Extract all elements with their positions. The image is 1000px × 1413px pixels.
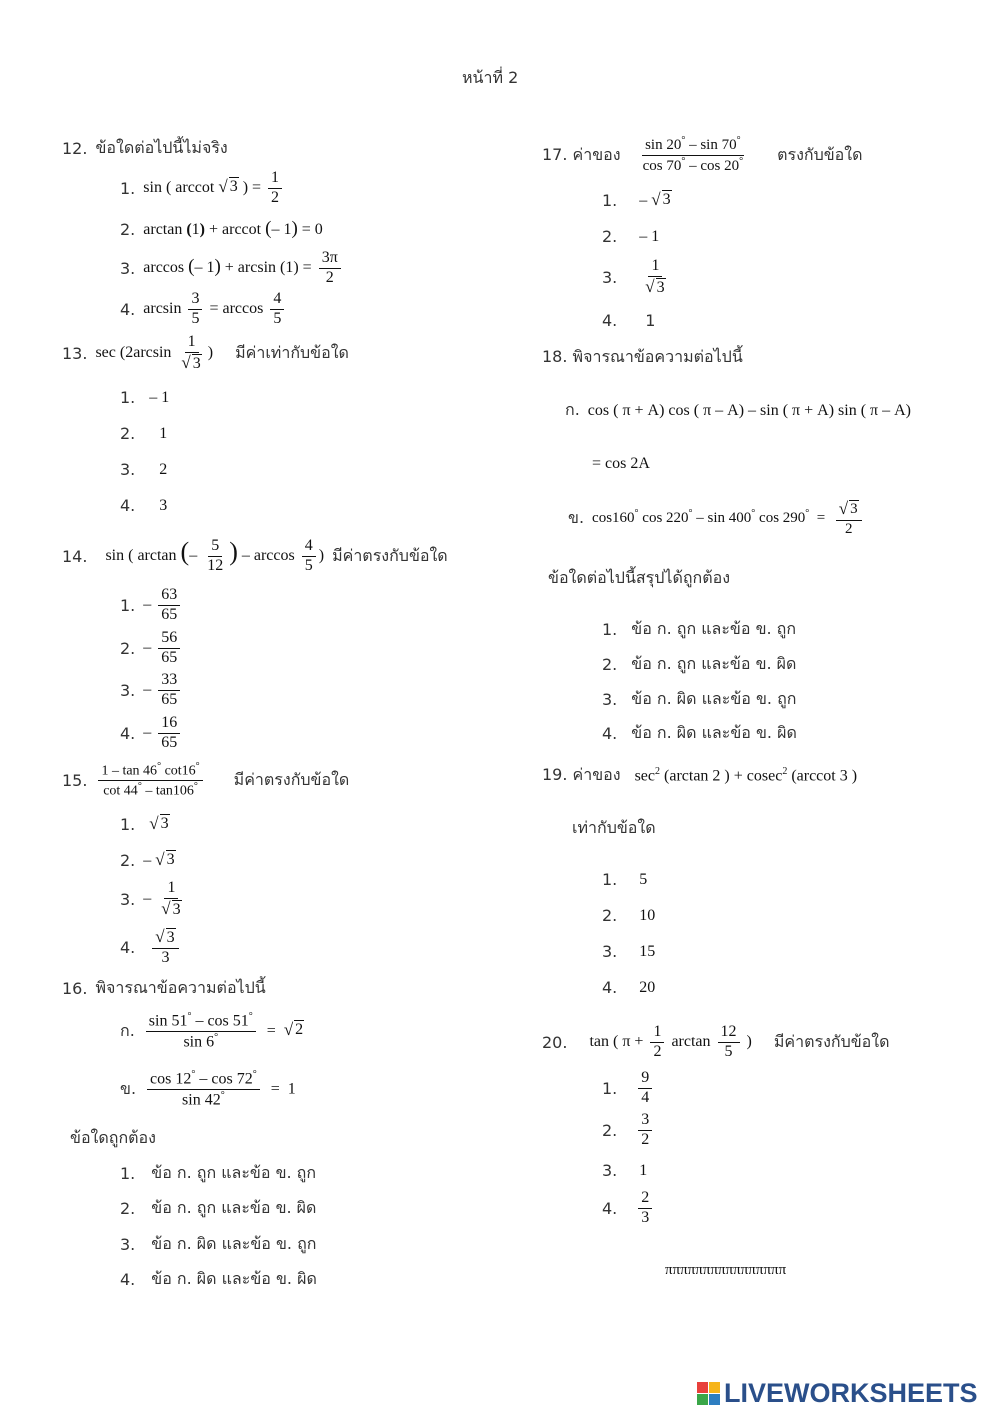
q12-option-1 — [120, 170, 285, 207]
statement-expression: $\frac{\cos 12^\circ - \cos 72^\circ}{\sin 42^\circ}$ = 1 — [144, 1070, 296, 1109]
option-number: 1. — [120, 178, 136, 198]
question-text: พิจารณาข้อความต่อไปนี้ — [95, 978, 266, 997]
q16-statement-ka: ก. $\frac{\sin 51^\circ - \cos 51^\circ}{\sin 6^\circ}$ = √ 2 — [120, 1011, 304, 1051]
question-expression: $\frac{1 - \tan 46^\circ \cot 16^\circ}{\cot 44^\circ - \tan 106^\circ}$ — [95, 762, 205, 800]
q18-statement-kho: ข. cos160° cos 220° – sin 400° cos 290° = √ 3 2 — [568, 500, 865, 538]
question-expression: $\sec^2 (\arctan$ 2 ) + cosec$^2$ (arccot 3 ) — [634, 765, 858, 785]
question-expression: tan ( π + $\frac{1}{2}$ arctan $\frac{12}{5}$ ) — [589, 1023, 752, 1060]
option-expression: arctan (1) + arccot (– 1) = 0 — [143, 218, 323, 239]
question-text: ข้อใดต่อไปนี้ไม่จริง — [95, 138, 228, 157]
q12-option-4 — [120, 291, 287, 328]
q19-question: เท่ากับข้อใด — [572, 818, 656, 837]
q17-option-3: 3. 1 √ 3 — [602, 257, 665, 296]
q16-option-2: 2. ข้อ ก. ถูก และข้อ ข. ผิด — [120, 1198, 317, 1218]
q14-option-3: 3. – $\frac{33}{65}$ — [120, 672, 183, 709]
q19-option-1: 1. 5 — [602, 870, 648, 889]
question-text: มีค่าตรงกับข้อใด — [332, 545, 448, 565]
statement-expression: cos160° cos 220° – sin 400° cos 290° = √ 3 2 — [592, 500, 865, 538]
option-number: 2. — [120, 219, 136, 239]
logo-icon — [697, 1382, 720, 1405]
option-expression: arccos (– 1) + arcsin (1) = $\frac{3\pi}{2}$ — [143, 250, 344, 287]
q20-option-1: 1. $\frac{9}{4}$ — [602, 1070, 655, 1107]
q18-option-1: 1. ข้อ ก. ถูก และข้อ ข. ถูก — [602, 619, 797, 639]
question-number: 13. — [62, 343, 88, 363]
question-number: 17. ค่าของ — [542, 144, 621, 164]
question-text: มีค่าเท่ากับข้อใด — [235, 342, 349, 362]
q17-option-4: 4. 1 — [602, 311, 656, 330]
q16-option-1: 1. ข้อ ก. ถูก และข้อ ข. ถูก — [120, 1163, 317, 1183]
question-number: 19. ค่าของ — [542, 765, 621, 784]
q16-option-4: 4. ข้อ ก. ผิด และข้อ ข. ผิด — [120, 1269, 317, 1289]
option-3: 3. 2 — [120, 460, 168, 479]
question-number: 15. — [62, 771, 88, 791]
q12-option-3 — [120, 250, 344, 287]
option-4: 4. 3 — [120, 496, 168, 515]
option-expression: arcsin $\frac{3}{5}$ = arccos $\frac{4}{5}$ — [143, 291, 287, 328]
question-15 — [62, 762, 349, 800]
q19-option-3: 3. 15 — [602, 942, 656, 961]
q19-option-2: 2. 10 — [602, 906, 656, 925]
q18-option-4: 4. ข้อ ก. ผิด และข้อ ข. ผิด — [602, 723, 797, 743]
question-number: 20. — [542, 1032, 568, 1052]
q20-option-2: 2. $\frac{3}{2}$ — [602, 1112, 655, 1149]
question-14 — [62, 538, 448, 575]
q18-option-3: 3. ข้อ ก. ผิด และข้อ ข. ถูก — [602, 689, 797, 709]
q15-option-3: 3. – 1 √ 3 — [120, 879, 181, 918]
q18-statement-ka: ก. cos ( π + A) cos ( π – A) – sin ( π + A) sin ( π – A) — [565, 400, 911, 419]
question-number: 12. — [62, 139, 88, 158]
q15-option-2: 2. – √ 3 — [120, 850, 175, 870]
q20-option-3: 3. 1 — [602, 1161, 648, 1180]
q17-option-1: 1. – √ 3 — [602, 190, 671, 210]
footer-pi-divider: ππππππππππππππππ — [665, 1262, 787, 1278]
q18-question: ข้อใดต่อไปนี้สรุปได้ถูกต้อง — [548, 568, 731, 587]
q18-statement-ka-result: = cos 2A — [592, 455, 650, 472]
option-number: 3. — [120, 258, 136, 278]
statement-expression: $\frac{\sin 51^\circ - \cos 51^\circ}{\sin 6^\circ}$ = √ 2 — [143, 1012, 304, 1051]
question-text: มีค่าตรงกับข้อใด — [773, 1031, 890, 1051]
question-text: มีค่าตรงกับข้อใด — [233, 770, 350, 790]
question-expression: sec (2arcsin 1 √ 3 ) — [95, 333, 214, 372]
question-17 — [542, 136, 862, 175]
question-18: 18. พิจารณาข้อความต่อไปนี้ — [542, 347, 743, 366]
q20-option-4: 4. $\frac{2}{3}$ — [602, 1190, 655, 1227]
question-number: 14. — [62, 546, 88, 566]
q18-option-2: 2. ข้อ ก. ถูก และข้อ ข. ผิด — [602, 654, 797, 674]
logo-text: LIVEWORKSHEETS — [724, 1378, 978, 1408]
question-16 — [62, 976, 266, 1001]
q15-option-4: 4. √ 3 3 — [120, 928, 182, 967]
option-1: 1. – 1 — [120, 388, 170, 407]
question-12 — [62, 136, 228, 161]
question-13 — [62, 334, 349, 373]
q15-option-1: 1. √ 3 — [120, 814, 169, 834]
question-text: ตรงกับข้อใด — [777, 144, 863, 164]
page-title: หน้าที่ 2 — [462, 68, 519, 87]
question-number: 16. — [62, 979, 88, 998]
question-19 — [542, 763, 857, 788]
liveworksheets-logo[interactable] — [697, 1378, 978, 1409]
q14-option-2: 2. – $\frac{56}{65}$ — [120, 630, 183, 667]
question-expression: $\frac{\sin 20^\circ - \sin 70^\circ}{\cos 70^\circ - \cos 20^\circ}$ — [642, 135, 744, 174]
q17-option-2: 2. – 1 — [602, 227, 660, 246]
question-expression: sin ( arctan (– $\frac{5}{12}$ ) – arccos $\frac{4}{5}$ ) — [105, 536, 325, 574]
q14-option-4: 4. – $\frac{16}{65}$ — [120, 715, 183, 752]
q16-option-3: 3. ข้อ ก. ผิด และข้อ ข. ถูก — [120, 1234, 317, 1254]
q16-statement-kho: ข. $\frac{\cos 12^\circ - \cos 72^\circ}{\sin 42^\circ}$ = 1 — [120, 1069, 296, 1109]
option-expression: sin ( arccot √ 3 ) = $\frac{1}{2}$ — [143, 170, 285, 207]
q12-option-2 — [120, 218, 323, 240]
q14-option-1: 1. – $\frac{63}{65}$ — [120, 587, 183, 624]
option-number: 4. — [120, 299, 136, 319]
q19-option-4: 4. 20 — [602, 978, 656, 997]
question-20 — [542, 1024, 889, 1061]
option-2: 2. 1 — [120, 424, 168, 443]
statement-expression: cos ( π + A) cos ( π – A) – sin ( π + A) sin ( π – A) — [587, 401, 911, 419]
q16-question: ข้อใดถูกต้อง — [70, 1128, 156, 1147]
